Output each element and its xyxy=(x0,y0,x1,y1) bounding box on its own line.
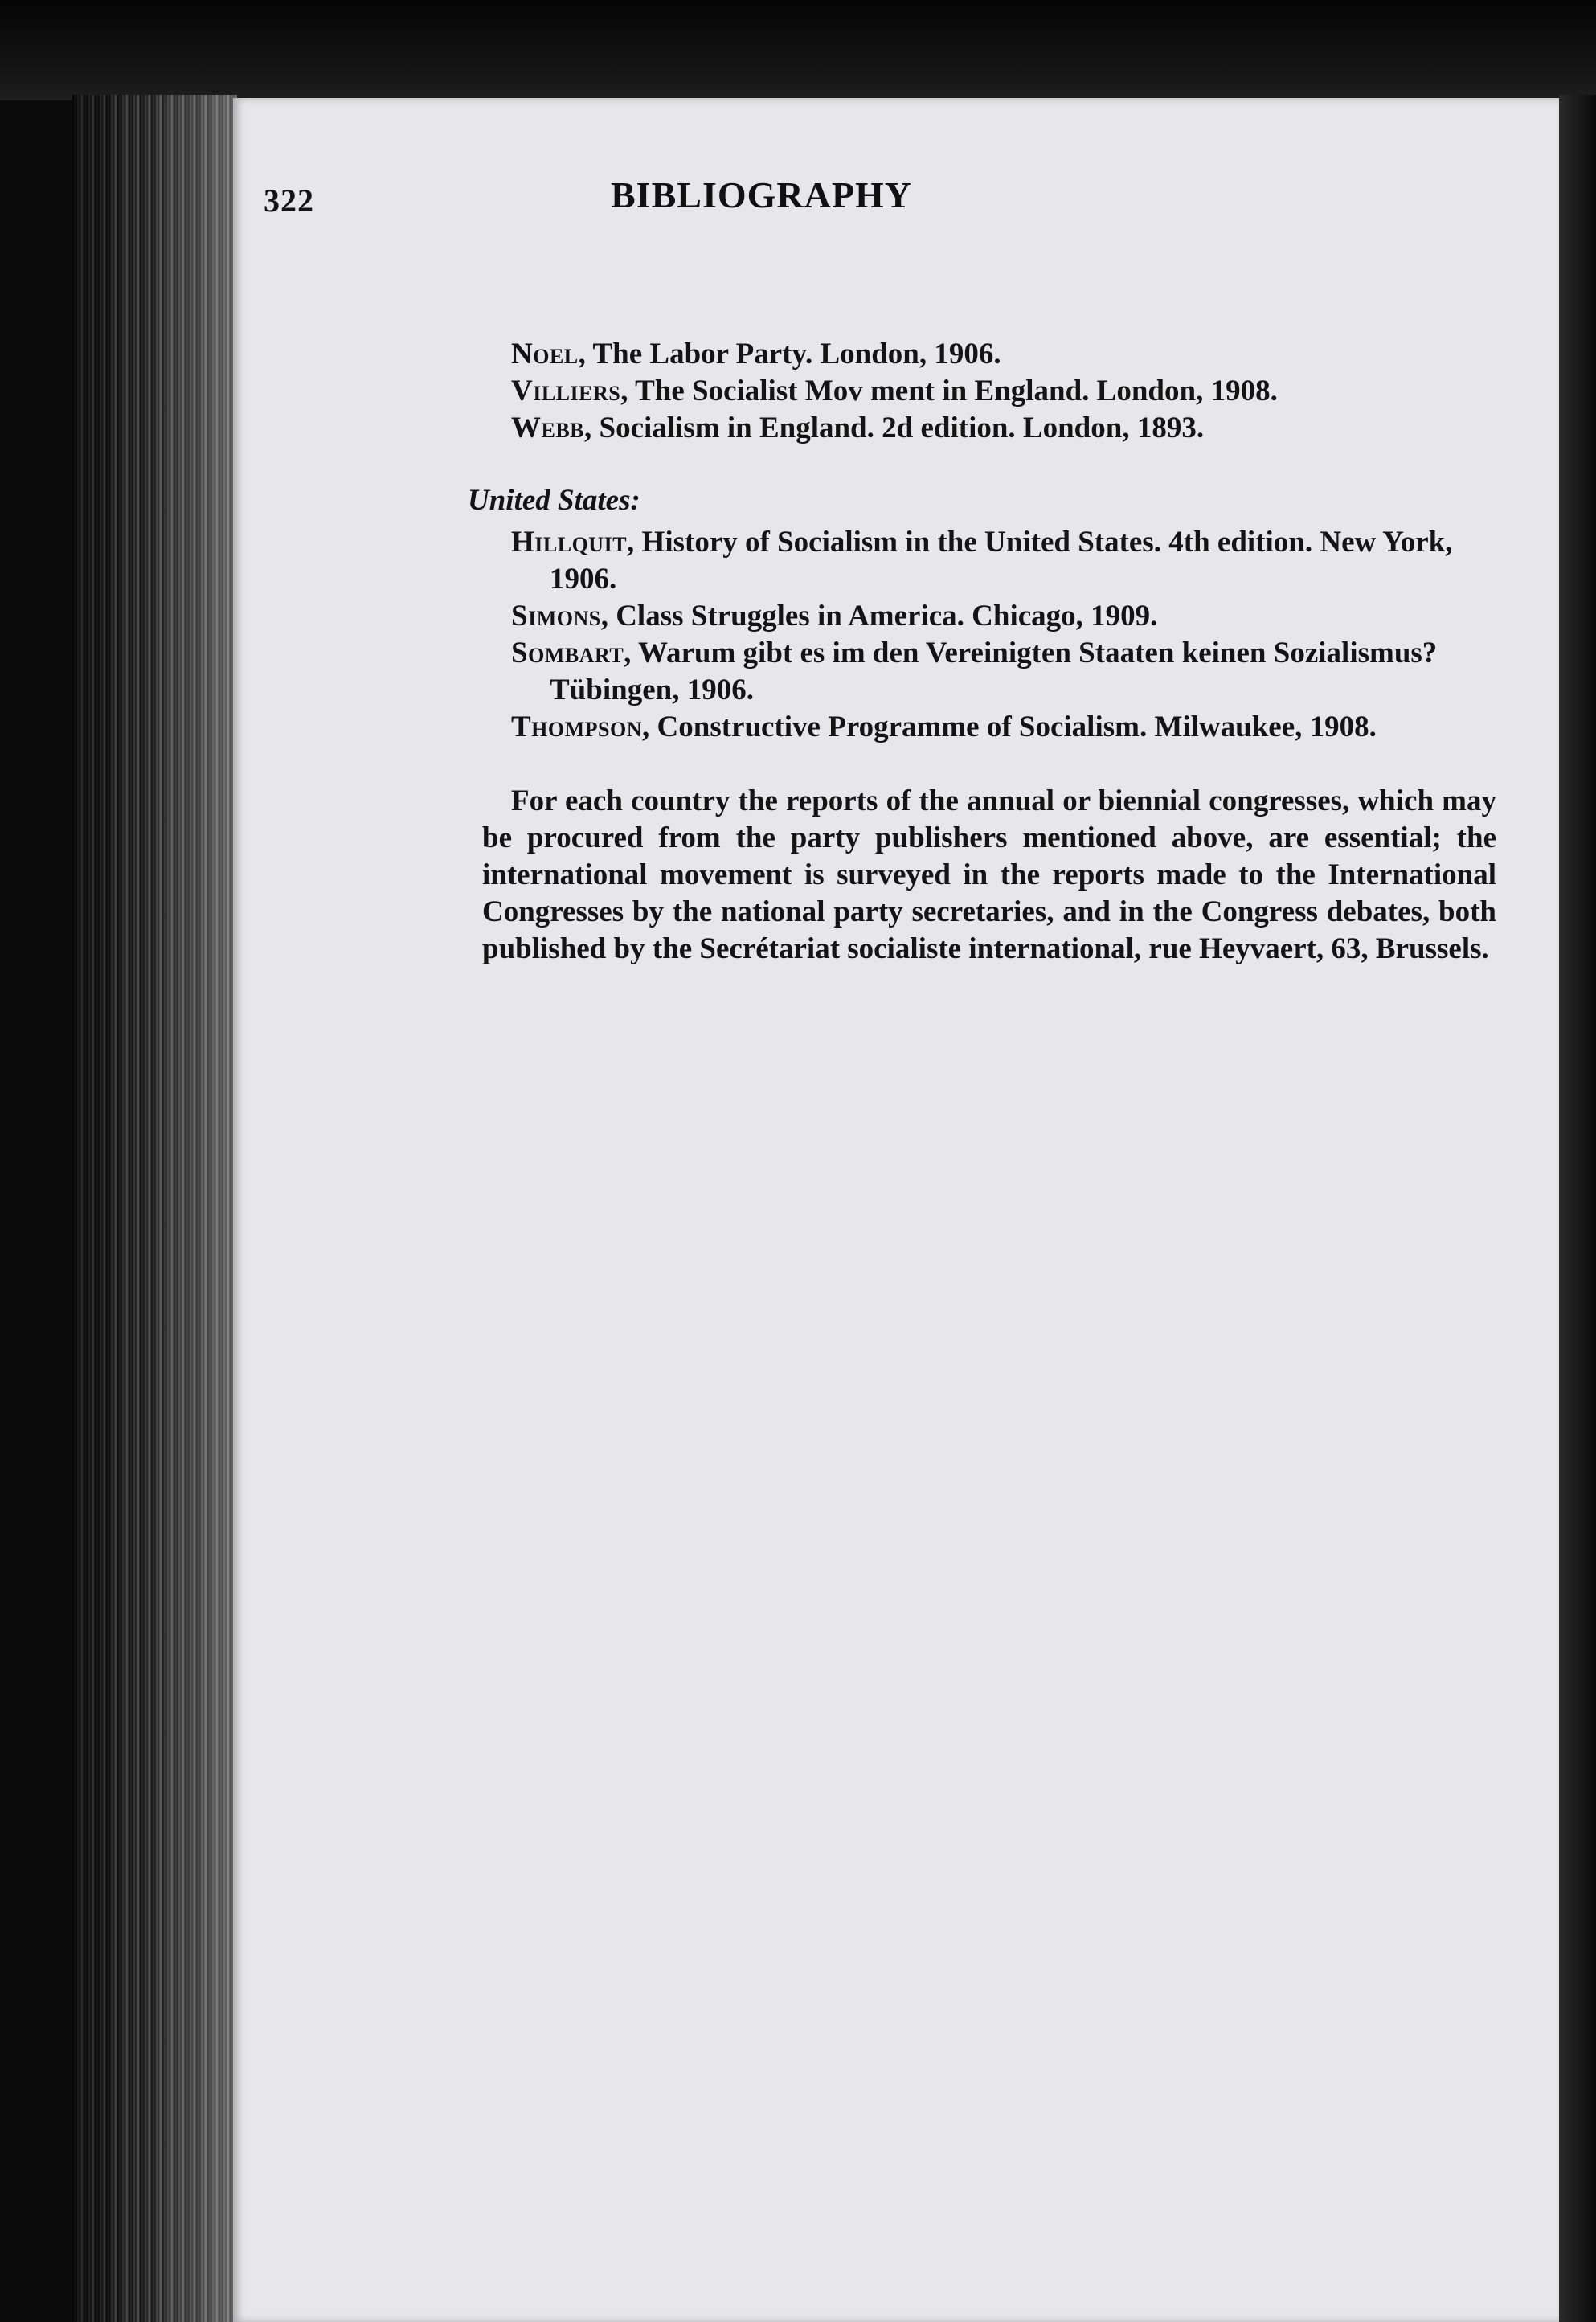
bibliography-entry: Villiers, The Socialist Mov ment in England. London, 1908. xyxy=(511,375,1278,407)
spacer xyxy=(511,447,1496,482)
bibliography-entry: Simons, Class Struggles in America. Chicago, 1909. xyxy=(511,600,1158,633)
entry-author: Noel xyxy=(511,338,579,371)
page-number: 322 xyxy=(264,182,314,219)
entry-author: Hillquit xyxy=(511,526,628,559)
scan-background-right xyxy=(1559,95,1596,2322)
entry-author: Webb xyxy=(511,412,585,444)
entry-text: Constructive Programme of Socialism. Milwaukee, 1908. xyxy=(657,711,1377,743)
book-page-edges xyxy=(72,95,237,2322)
entry-text: History of Socialism in the United States. 4th edition. New York, 1906. xyxy=(550,526,1453,596)
bibliography-content xyxy=(468,336,1496,968)
bibliography-entry: Sombart, Warum gibt es im den Vereinigten Staaten keinen Sozialismus? Tübingen, 1906. xyxy=(511,637,1438,706)
bibliography-entry: Noel, The Labor Party. London, 1906. xyxy=(511,338,1001,371)
entry-text: The Labor Party. London, 1906. xyxy=(592,338,1001,371)
bibliography-entry: Hillquit, History of Socialism in the United States. 4th edition. New York, 1906. xyxy=(511,526,1453,596)
entry-author: Sombart xyxy=(511,637,624,670)
entry-author: Thompson xyxy=(511,711,643,743)
bibliography-entry: Thompson, Constructive Programme of Socialism. Milwaukee, 1908. xyxy=(511,711,1377,743)
entry-author: Simons xyxy=(511,600,601,633)
entry-author: Villiers xyxy=(511,375,621,407)
entry-text: Class Struggles in America. Chicago, 1909. xyxy=(616,600,1158,633)
entry-text: Warum gibt es im den Vereinigten Staaten keinen Sozialismus? Tübingen, 1906. xyxy=(550,637,1438,706)
entry-text: The Socialist Mov ment in England. London, 1908. xyxy=(635,375,1278,407)
bibliography-entry: Webb, Socialism in England. 2d edition. London, 1893. xyxy=(511,412,1205,444)
scan-background-top xyxy=(0,0,1596,100)
entry-text: Socialism in England. 2d edition. London, 1893. xyxy=(599,412,1205,444)
running-head: BIBLIOGRAPHY xyxy=(611,174,912,215)
explanatory-note: For each country the reports of the annual or biennial congresses, which may be procured from the party publishers mentioned above, are essential; the international movement is surveyed in the reports made to the International Congresses by the national party secretaries, and in the Congress debates, both published by the Secrétariat socialiste international, rue Heyvaert, 63, Brussels. xyxy=(482,784,1496,965)
section-heading: United States: xyxy=(468,484,640,517)
